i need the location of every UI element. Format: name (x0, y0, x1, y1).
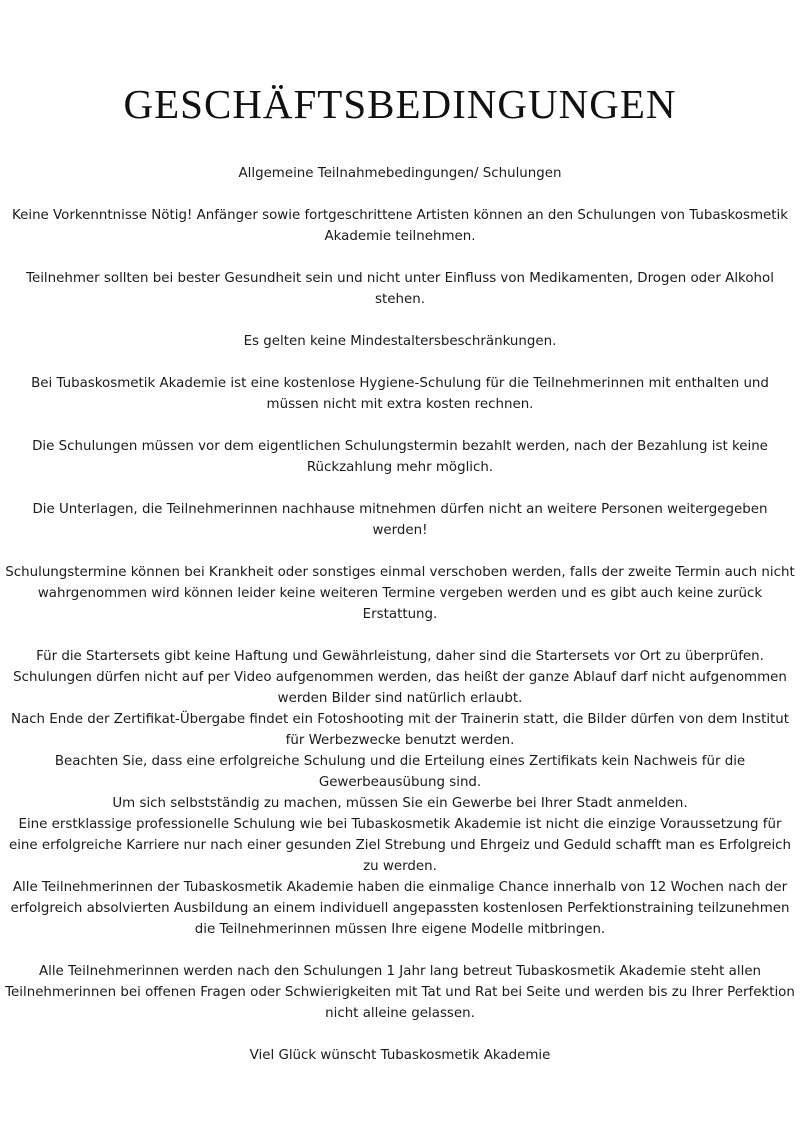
paragraph-prerequisites: Keine Vorkenntnisse Nötig! Anfänger sowie fortgeschrittene Artisten können an den Schulungen von Tubaskosmetik Akademie teilnehmen. (12, 208, 788, 244)
paragraph-documents: Die Unterlagen, die Teilnehmerinnen nachhause mitnehmen dürfen nicht an weitere Personen weitergegeben werden! (32, 502, 768, 538)
paragraph-age: Es gelten keine Mindestaltersbeschränkungen. (243, 334, 557, 349)
line-starter-sets: Für die Startersets gibt keine Haftung und Gewährleistung, daher sind die Startersets vor Ort zu überprüfen. (36, 649, 764, 664)
line-career: Eine erstklassige professionelle Schulung wie bei Tubaskosmetik Akademie ist nicht die einzige Voraussetzung für eine erfolgreiche Karriere nur nach einer gesunden Ziel Strebung und Ehrgeiz und Geduld schafft man es Erfolgreich zu werden. (8, 817, 792, 874)
line-photoshoot: Nach Ende der Zertifikat-Übergabe findet ein Fotoshooting mit der Trainerin statt, die Bilder dürfen von dem Institut für Werbezwecke benutzt werden. (10, 712, 790, 748)
line-business-registration: Um sich selbstständig zu machen, müssen Sie ein Gewerbe bei Ihrer Stadt anmelden. (112, 796, 688, 811)
paragraph-payment: Die Schulungen müssen vor dem eigentlichen Schulungstermin bezahlt werden, nach der Bezahlung ist keine Rückzahlung mehr möglich. (32, 439, 768, 475)
closing-line: Viel Glück wünscht Tubaskosmetik Akademie (249, 1048, 551, 1063)
line-certificate: Beachten Sie, dass eine erfolgreiche Schulung und die Erteilung eines Zertifikats kein Nachweis für die Gewerbeausübung sind. (54, 754, 746, 790)
paragraph-hygiene: Bei Tubaskosmetik Akademie ist eine kostenlose Hygiene-Schulung für die Teilnehmerinnen mit enthalten und müssen nicht mit extra kosten rechnen. (31, 376, 769, 412)
subtitle: Allgemeine Teilnahmebedingungen/ Schulungen (238, 166, 562, 181)
paragraph-support: Alle Teilnehmerinnen werden nach den Schulungen 1 Jahr lang betreut Tubaskosmetik Akademie steht allen Teilnehmerinnen bei offenen Fragen oder Schwierigkeiten mit Tat und Rat bei Seite und werden bis zu Ihrer Perfektion nicht alleine gelassen. (5, 964, 795, 1021)
paragraph-health: Teilnehmer sollten bei bester Gesundheit sein und nicht unter Einfluss von Medikamenten, Drogen oder Alkohol stehen. (26, 271, 774, 307)
line-perfection-training: Alle Teilnehmerinnen der Tubaskosmetik Akademie haben die einmalige Chance innerhalb von 12 Wochen nach der erfolgreich absolvierten Ausbildung an einem individuell angepassten kostenlosen Perfektionstraining teilzunehmen die Teilnehmerinnen müssen Ihre eigene Modelle mitbringen. (10, 880, 790, 937)
terms-content (4, 163, 796, 1066)
paragraph-rescheduling: Schulungstermine können bei Krankheit oder sonstiges einmal verschoben werden, falls der zweite Termin auch nicht wahrgenommen wird können leider keine weiteren Termine vergeben werden und es gibt auch keine zurück Erstattung. (5, 565, 795, 622)
line-video: Schulungen dürfen nicht auf per Video aufgenommen werden, das heißt der ganze Ablauf darf nicht aufgenommen werden Bilder sind natürlich erlaubt. (13, 670, 787, 706)
page-title: GESCHÄFTSBEDINGUNGEN (123, 81, 677, 127)
